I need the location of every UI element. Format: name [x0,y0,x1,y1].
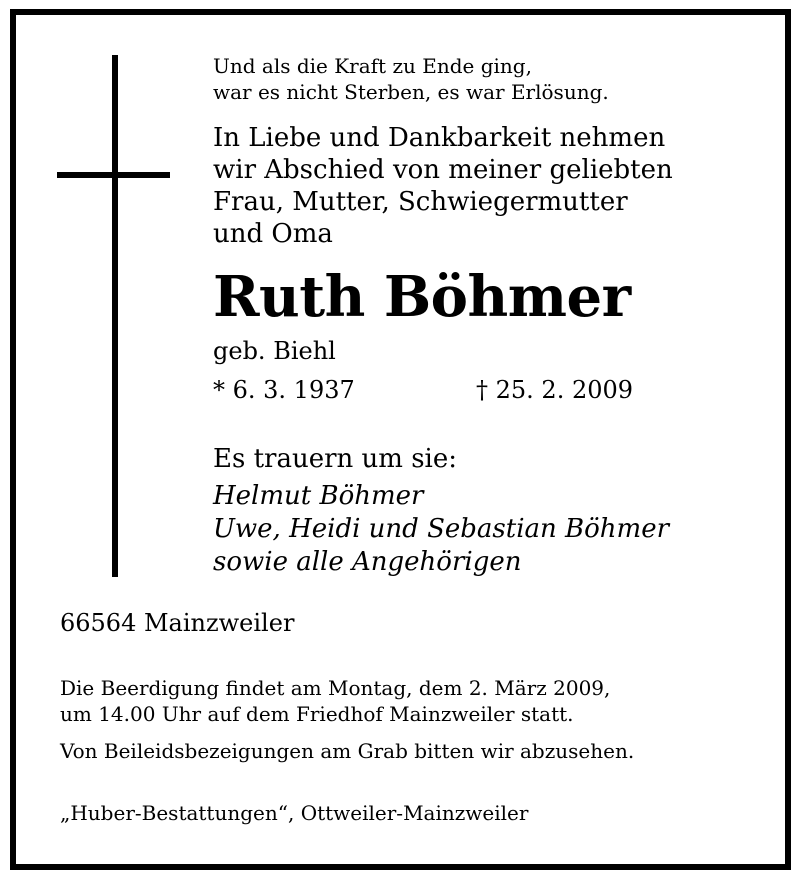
epitaph-quote [213,53,609,105]
mourner: sowie alle Angehörigen [213,547,522,577]
death-date: † 25. 2. 2009 [476,376,634,404]
undertaker-credit: „Huber-Bestattungen“, Ottweiler-Mainzweiler [60,801,529,825]
intro-line: Frau, Mutter, Schwiegermutter [213,187,628,217]
birth-date: * 6. 3. 1937 [213,376,355,404]
intro-line: und Oma [213,219,333,249]
funeral-line: Die Beerdigung findet am Montag, dem 2. März 2009, [60,676,611,700]
mourning-heading: Es trauern um sie: [213,444,458,474]
town-address: 66564 Mainzweiler [60,609,295,637]
intro-line: wir Abschied von meiner geliebten [213,155,673,185]
quote-line: war es nicht Sterben, es war Erlösung. [213,80,609,104]
quote-line: Und als die Kraft zu Ende ging, [213,54,532,78]
cross-horizontal-bar [57,172,170,178]
deceased-name: Ruth Böhmer [213,264,631,330]
maiden-name: geb. Biehl [213,337,336,365]
condolences-notice: Von Beileidsbezeigungen am Grab bitten wir abzusehen. [60,739,635,763]
mourner: Helmut Böhmer [213,481,424,511]
cross-vertical-bar [112,55,118,577]
intro-line: In Liebe und Dankbarkeit nehmen [213,123,666,153]
intro-text [213,122,673,250]
mourner: Uwe, Heidi und Sebastian Böhmer [213,514,670,544]
mourners-list [213,480,669,579]
funeral-line: um 14.00 Uhr auf dem Friedhof Mainzweiler statt. [60,702,574,726]
funeral-notice [60,675,610,727]
